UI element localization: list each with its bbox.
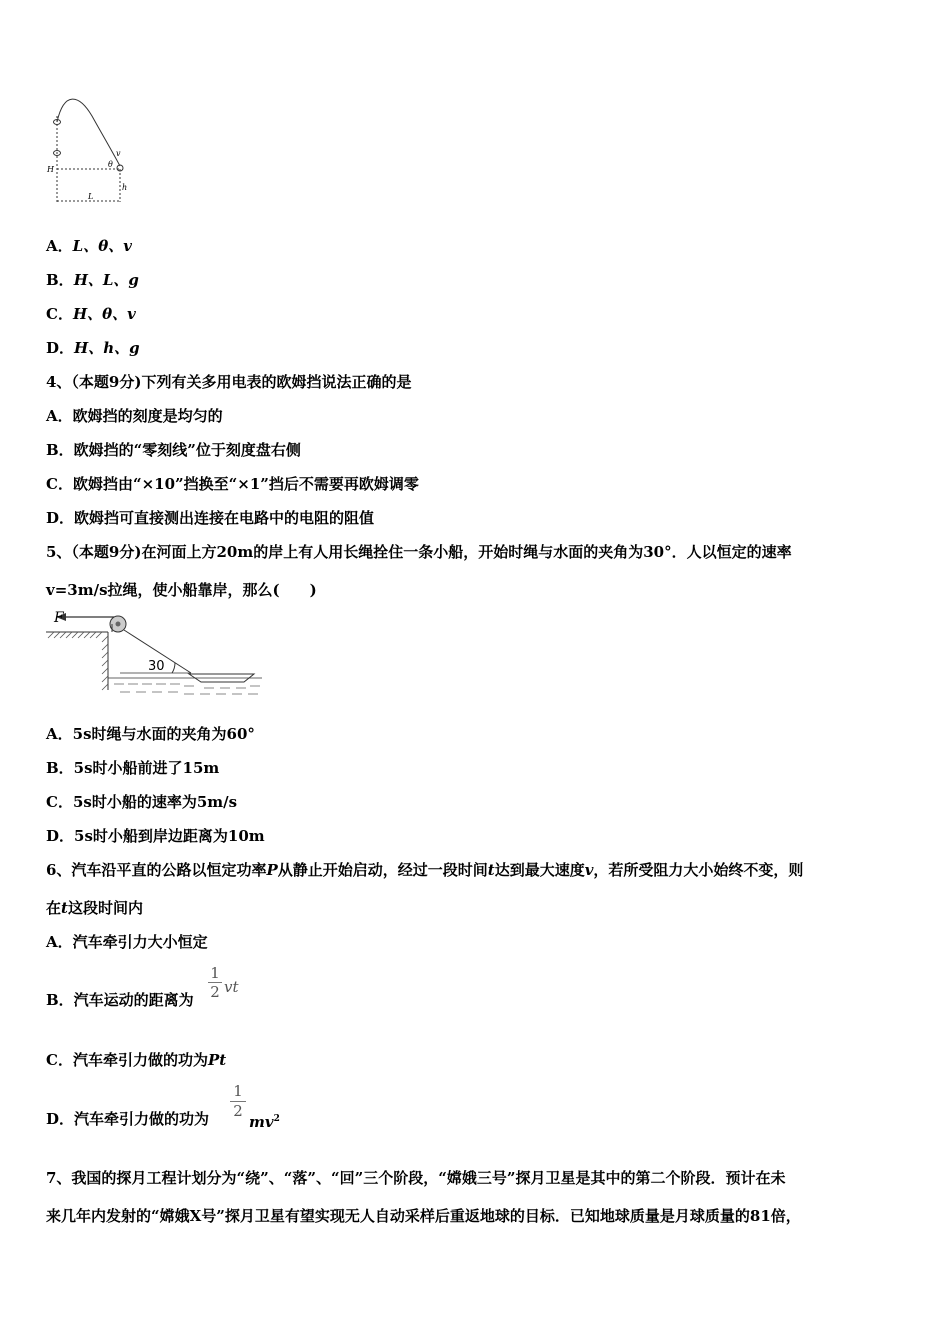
q4-stem: 4、（本题9分)下列有关多用电表的欧姆挡说法正确的是 [46,373,412,391]
force-label-F: F [54,610,64,626]
fig1-label-theta: θ [108,160,113,169]
q3-option-d: D．H、h、g [46,339,140,357]
q4-option-b: B．欧姆挡的“零刻线”位于刻度盘右侧 [46,441,301,459]
q5-option-a: A．5s时绳与水面的夹角为60° [46,725,255,743]
fig1-label-H: H [47,165,54,174]
q6-option-b-tail: vt [224,978,239,996]
angle-label-30: 30 [148,659,165,674]
q5-option-d: D．5s时小船到岸边距离为10m [46,827,265,845]
q7-line2: 来几年内发射的“嫦娥X号”探月卫星有望实现无人自动采样后重返地球的目标．已知地球质量是月球质量的81倍， [46,1207,801,1225]
q5-stem-line2: v=3m/s拉绳，使小船靠岸，那么( ) [46,581,317,599]
q6-option-a: A．汽车牵引力大小恒定 [46,933,208,951]
q6-option-c: C．汽车牵引力做的功为Pt [46,1051,227,1069]
boat-figure [44,610,268,698]
q3-option-b: B．H、L、g [46,271,139,289]
fig1-label-v: v [116,149,121,158]
q4-option-c: C．欧姆挡由“×10”挡换至“×1”挡后不需要再欧姆调零 [46,475,419,493]
q5-stem-line1: 5、（本题9分)在河面上方20m的岸上有人用长绳拴住一条小船，开始时绳与水面的夹角为30°．人以恒定的速率 [46,543,792,561]
q6-option-d: D．汽车牵引力做的功为 [46,1110,210,1128]
q4-option-a: A．欧姆挡的刻度是均匀的 [46,407,223,425]
fig1-label-L: L [88,192,94,201]
q6-option-b: B．汽车运动的距离为 [46,991,194,1009]
q3-option-a: A．L、θ、v [46,237,132,255]
q6-stem-line1: 6、汽车沿平直的公路以恒定功率P从静止开始启动，经过一段时间t达到最大速度v，若所受阻力大小始终不变，则 [46,861,804,879]
q3-option-c: C．H、θ、v [46,305,136,323]
q6-option-b-fraction: 1 2 [208,964,222,1001]
fig1-label-h: h [122,183,128,192]
projectile-figure [44,96,134,206]
q6-stem-line2: 在t这段时间内 [46,899,143,917]
q7-line1: 7、我国的探月工程计划分为“绕”、“落”、“回”三个阶段，“嫦娥三号”探月卫星是其中的第二个阶段．预计在未 [46,1169,786,1187]
q6-option-d-fraction: 1 2 [230,1082,246,1121]
q6-option-d-tail: $mv^2$ [249,1113,280,1131]
q4-option-d: D．欧姆挡可直接测出连接在电路中的电阻的阻值 [46,509,375,527]
q5-option-b: B．5s时小船前进了15m [46,759,220,777]
q5-option-c: C．5s时小船的速率为5m/s [46,793,238,811]
